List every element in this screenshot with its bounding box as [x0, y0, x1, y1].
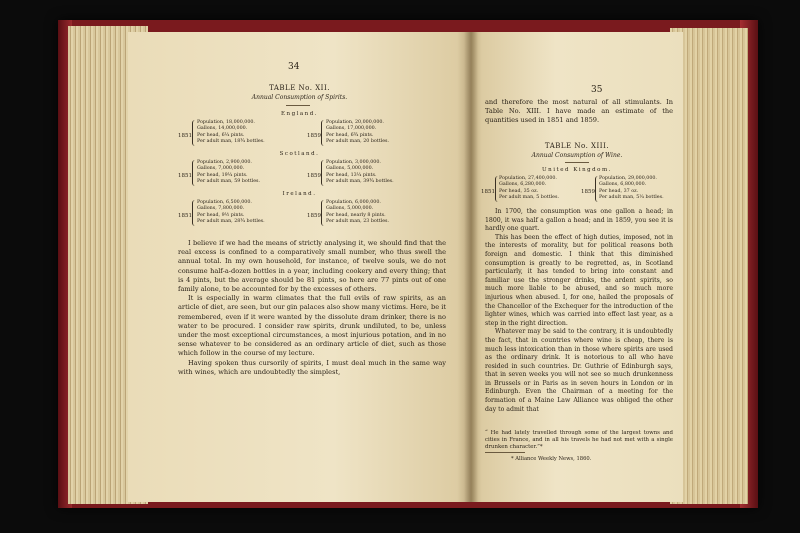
table-xii-title: TABLE No. XII.: [269, 84, 330, 92]
stat-line: Population, 6,000,000.: [326, 200, 381, 205]
paragraph: This has been the effect of high duties, imposed, not in the interests of morality, but for political reasons both foreign and domestic. I think that this diminished consumption is greatly to be regretted, as, in Scotland particularly, it has tended to bring into constant and familiar use the stronger drinks, the ardent spirits, so much more liable to be abused, and so much more injurious when abused. I, for one, hailed the proposals of the Chancellor of the Exchequer for the introduction of the lighter wines, which was carried into effect last year, as a step in the right direction.: [485, 233, 673, 327]
footnote-rule: [485, 452, 525, 453]
paragraph: and therefore the most natural of all stimulants. In Table No. XIII. I have made an estimate of the quantities used in 1851 and 1859.: [485, 98, 673, 125]
year-label: 1859: [307, 133, 321, 139]
section-england: England.: [281, 111, 318, 117]
ireland-1851-stats: [197, 200, 265, 225]
stat-line: Population, 6,500,000.: [197, 200, 252, 205]
footnote: * Alliance Weekly News, 1860.: [511, 456, 592, 462]
stat-line: Per adult man, 5¼ bottles.: [599, 194, 664, 200]
stat-line: Per adult man, 20 bottles.: [326, 138, 390, 144]
section-scotland: Scotland.: [279, 151, 320, 157]
stat-line: Population, 29,000,000.: [599, 176, 657, 181]
year-label: 1859: [307, 173, 321, 179]
england-1851-stats: [197, 120, 265, 145]
uk-1859-stats: [599, 176, 664, 201]
scotland-1851-stats: [197, 160, 260, 185]
year-label: 1859: [307, 213, 321, 219]
left-page: [128, 32, 471, 502]
stat-line: Per head, 9½ pints.: [197, 212, 245, 218]
stat-line: Gallons, 6,800,000.: [599, 182, 647, 188]
ireland-1859-stats: [326, 200, 389, 225]
stat-line: Per adult man, 59 bottles.: [197, 178, 261, 184]
stat-line: Gallons, 6,280,000.: [499, 182, 547, 188]
brace: [192, 200, 196, 226]
england-1859-stats: [326, 120, 389, 145]
year-label: 1851: [178, 173, 192, 179]
year-label: 1851: [178, 213, 192, 219]
right-page: [471, 32, 683, 502]
stat-line: Per head, 6¼ pints.: [197, 132, 245, 138]
right-page-number: 35: [591, 85, 603, 95]
stat-line: Per adult man, 23 bottles.: [326, 218, 390, 224]
stat-line: Gallons, 17,000,000.: [326, 126, 377, 132]
stat-line: Gallons, 14,000,000.: [197, 126, 248, 132]
table-xiii-subtitle: Annual Consumption of Wine.: [531, 152, 623, 159]
table-xii-subtitle: Annual Consumption of Spirits.: [251, 94, 348, 101]
left-body-text: [178, 239, 446, 377]
paragraph: I believe if we had the means of strictly analysing it, we should find that the real excess is confined to a comparatively small number, who thus swell the annual total. In my own household, for instance, of twelve souls, we do not consume half-a-dozen bottles in a year, including cookery and every thing; that is 4 pints, but the average should be 81 pints, so here are 77 pints out of one family alone, to be accounted for by the excesses of others.: [178, 239, 446, 294]
stat-line: Per head, nearly 8 pints.: [326, 212, 386, 218]
brace: [192, 160, 196, 186]
stat-line: Population, 2,900,000.: [197, 160, 252, 165]
stat-line: Gallons, 5,000,000.: [326, 206, 374, 212]
divider: [565, 162, 589, 163]
stat-line: Per head, 19¼ pints.: [197, 172, 248, 178]
paragraph: In 1700, the consumption was one gallon a head; in 1800, it was half a gallon a head; and in 1859, you see it is hardly one quart.: [485, 208, 673, 233]
gutter-shadow: [464, 32, 478, 502]
section-ireland: Ireland.: [282, 191, 317, 197]
paragraph: Whatever may be said to the contrary, it is undoubtedly the fact, that in countries where wine is cheap, there is much less intoxication than in those where spirits are used as the ordinary drink. It is notorious to all who have resided in such countries. Dr. Guthrie of Edinburgh says, that in seven weeks you will not see so much drunkenness in Brussels or in Paris as in seven hours in London or in Edinburgh. Even the Chairman of a meeting for the formation of a Maine Law Alliance was obliged the other day to admit that: [485, 328, 673, 413]
stat-line: Per adult man, 5 bottles.: [499, 194, 559, 200]
year-label: 1851: [178, 133, 192, 139]
stat-line: Gallons, 7,800,000.: [197, 206, 245, 212]
table-xiii-title: TABLE No. XIII.: [544, 142, 610, 150]
stat-line: Population, 3,000,000.: [326, 160, 381, 165]
stat-line: Per head, 37 oz.: [599, 188, 639, 194]
divider: [286, 105, 310, 106]
quotation: “ He had lately travelled through some of the largest towns and cities in France, and in all his travels he had not met with a single drunken character.”*: [485, 430, 673, 451]
stat-line: Population, 18,000,000.: [197, 120, 255, 125]
paragraph: It is especially in warm climates that the full evils of raw spirits, as an article of diet, are seen, but our gin palaces also show many victims. Here, be it remembered, even if it were wanted by the dissolute dram drinker, there is no water to be procured. I consider raw spirits, drunk undiluted, to be, unless under the most exceptional circumstances, a most injurious potation, and in no sense whatever to be considered as an ordinary article of diet, such as those which follow in the course of my lecture.: [178, 294, 446, 358]
paragraph: Having spoken thus cursorily of spirits, I must deal much in the same way with wines, which are undoubtedly the simplest,: [178, 358, 446, 376]
open-book: [58, 20, 758, 508]
stat-line: Per adult man, 18¾ bottles.: [197, 138, 265, 144]
brace: [192, 120, 196, 146]
stat-line: Gallons, 5,000,000.: [326, 166, 374, 172]
stat-line: Population, 27,400,000.: [499, 176, 557, 181]
stat-line: Per head, 35 oz.: [499, 188, 539, 194]
brace: [321, 120, 325, 146]
year-label: 1859: [581, 189, 595, 195]
section-united-kingdom: United Kingdom.: [542, 167, 612, 173]
right-intro: [485, 98, 673, 126]
brace: [321, 200, 325, 226]
stat-line: Per adult man, 28¾ bottles.: [197, 218, 265, 224]
stat-line: Per head, 13¼ pints.: [326, 172, 377, 178]
year-label: 1851: [481, 189, 495, 195]
stat-line: Gallons, 7,000,000.: [197, 166, 245, 172]
stat-line: Population, 20,000,000.: [326, 120, 384, 125]
scotland-1859-stats: [326, 160, 394, 185]
right-body-text: [485, 208, 673, 414]
left-page-number: 34: [288, 62, 300, 72]
uk-1851-stats: [499, 176, 559, 201]
stat-line: Per adult man, 39¾ bottles.: [326, 178, 394, 184]
brace: [321, 160, 325, 186]
stat-line: Per head, 6¾ pints.: [326, 132, 374, 138]
